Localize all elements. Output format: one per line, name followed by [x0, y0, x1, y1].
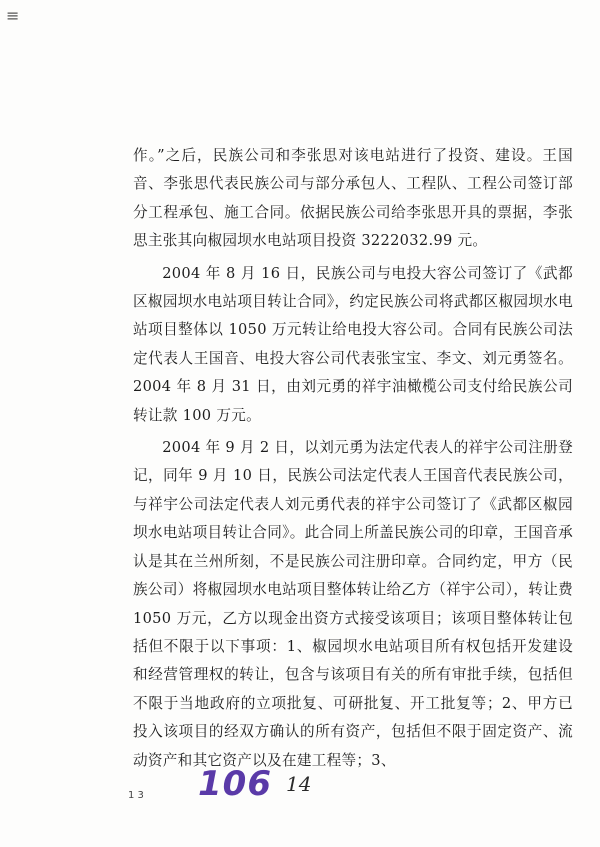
- paragraph-1: 作。”之后，民族公司和李张思对该电站进行了投资、建设。王国音、李张思代表民族公司与部分承包人、工程队、工程公司签订部分工程承包、施工合同。依据民族公司给李张思开具的票据，李张思主张其向椒园坝水电站项目投资 3222032.99 元。: [133, 147, 573, 250]
- handwritten-page-number: 14: [286, 772, 312, 796]
- corner-mark: ≡: [6, 6, 20, 25]
- footer-mark: 1 3: [128, 790, 144, 801]
- paragraph-2: 2004 年 8 月 16 日，民族公司与电投大容公司签订了《武都区椒园坝水电站项目转让合同》，约定民族公司将武都区椒园坝水电站项目整体以 1050 万元转让给电投大容公司。合同有民族公司法定代表人王国音、电投大容公司代表张宝宝、李文、刘元勇签名。2004 年 8 月 31 日，由刘元勇的祥宇油橄榄公司支付给民族公司转让款 100 万元。: [133, 264, 573, 424]
- handwritten-number: 106: [198, 764, 272, 804]
- document-body: [133, 142, 573, 775]
- paragraph-3: 2004 年 9 月 2 日，以刘元勇为法定代表人的祥宇公司注册登记，同年 9 月 10 日，民族公司法定代表人王国音代表民族公司，与祥宇公司法定代表人刘元勇代表的祥宇公司签订了《武都区椒园坝水电站项目转让合同》。此合同上所盖民族公司的印章，王国音承认是其在兰州所刻，不是民族公司注册印章。合同约定，甲方（民族公司）将椒园坝水电站项目整体转让给乙方（祥宇公司），转让费 1050 万元，乙方以现金出资方式接受该项目；该项目整体转让包括但不限于以下事项：1、椒园坝水电站项目所有权包括开发建设和经营管理权的转让，包含与该项目有关的所有审批手续，包括但不限于当地政府的立项批复、可研批复、开工批复等；2、甲方已投入该项目的经双方确认的所有资产，包括但不限于固定资产、流动资产和其它资产以及在建工程等；3、: [133, 439, 573, 769]
